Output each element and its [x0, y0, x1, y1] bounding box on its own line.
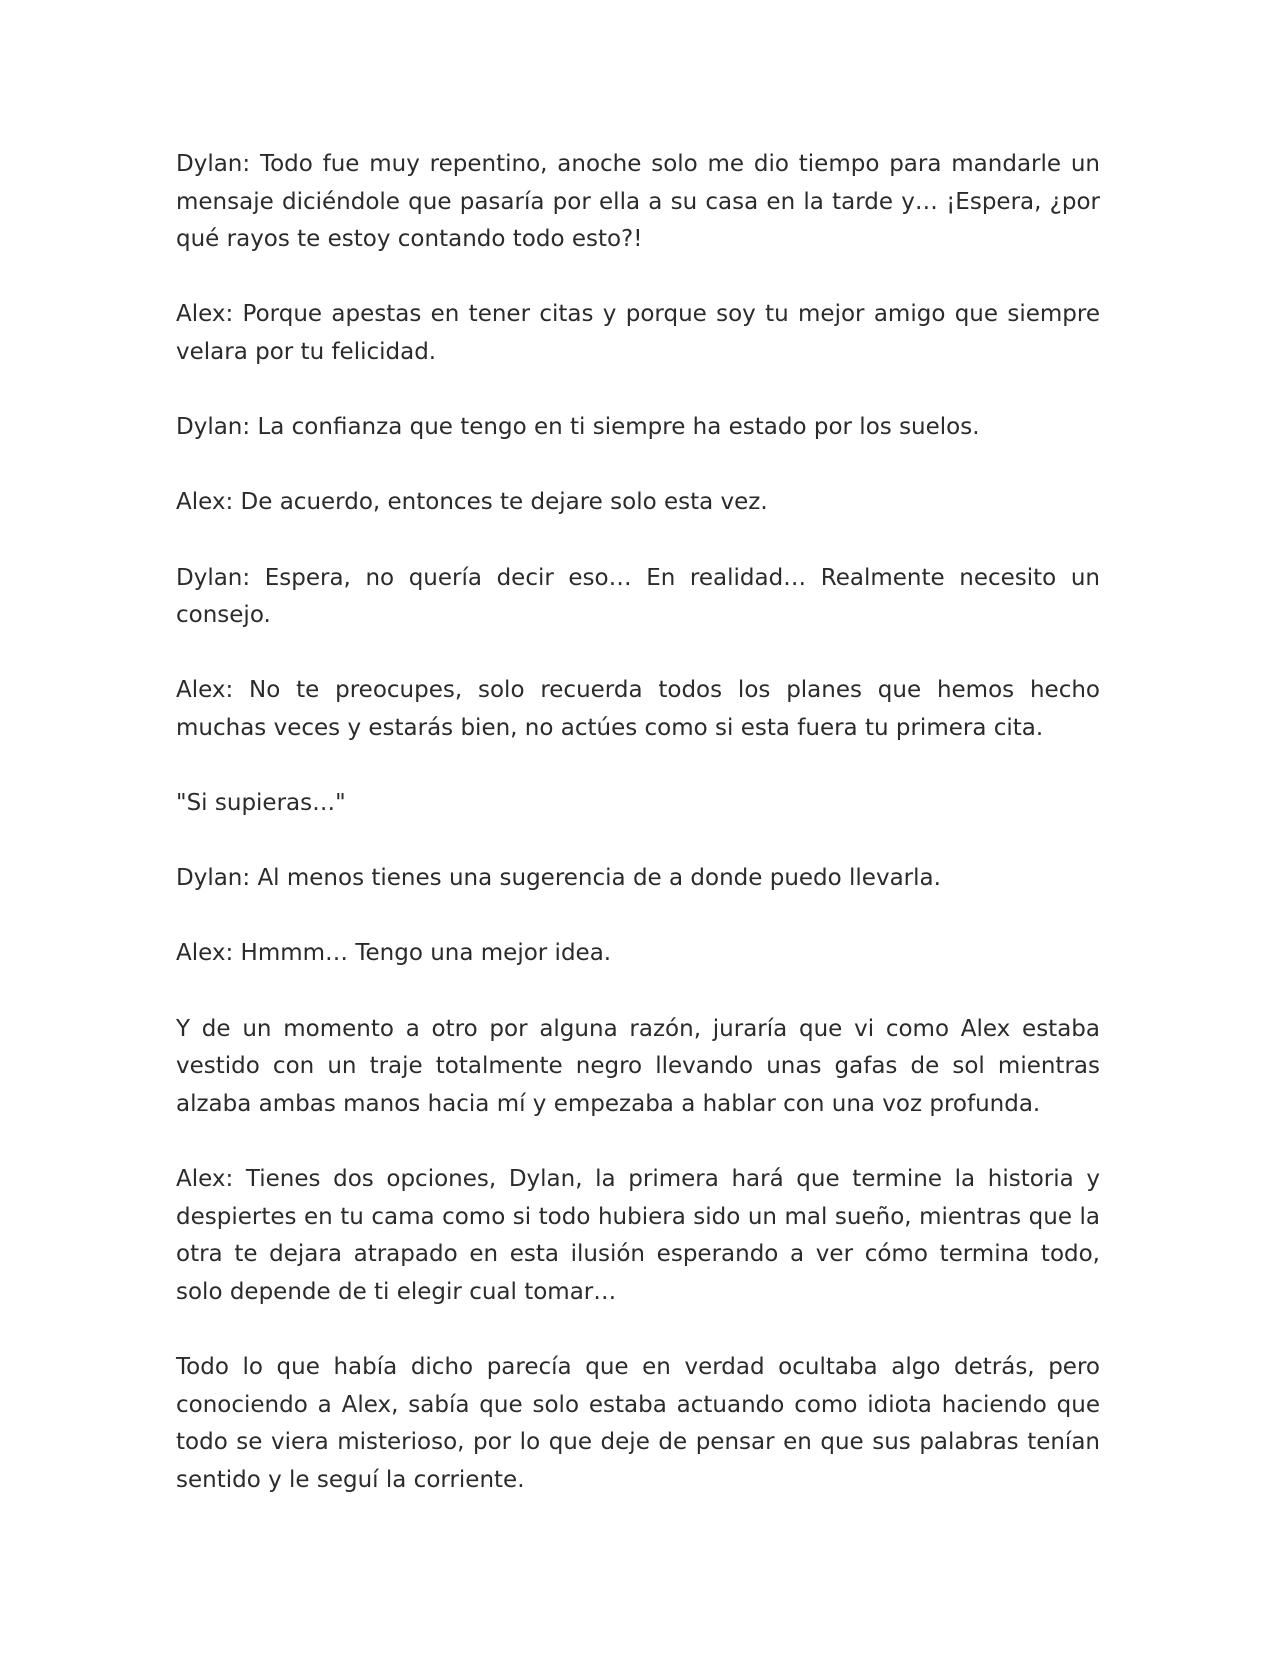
paragraph-1: Dylan: Todo fue muy repentino, anoche solo me dio tiempo para mandarle un mensaje diciéndole que pasaría por ella a su casa en la tarde y… ¡Espera, ¿por qué rayos te estoy contando todo esto?!: [176, 151, 1100, 253]
paragraph-12: Todo lo que había dicho parecía que en verdad ocultaba algo detrás, pero conociendo a Alex, sabía que solo estaba actuando como idiota haciendo que todo se viera misterioso, por lo que deje de pensar en que sus palabras tenían sentido y le seguí la corriente.: [176, 1354, 1100, 1493]
paragraph-8: Dylan: Al menos tienes una sugerencia de a donde puedo llevarla.: [176, 865, 941, 892]
paragraph-4: Alex: De acuerdo, entonces te dejare solo esta vez.: [176, 489, 768, 516]
paragraph-7: "Si supieras…": [176, 790, 346, 817]
paragraph-9: Alex: Hmmm… Tengo una mejor idea.: [176, 940, 612, 967]
paragraph-6: Alex: No te preocupes, solo recuerda todos los planes que hemos hecho muchas veces y estarás bien, no actúes como si esta fuera tu primera cita.: [176, 677, 1100, 741]
paragraph-3: Dylan: La confianza que tengo en ti siempre ha estado por los suelos.: [176, 414, 980, 441]
paragraph-11: Alex: Tienes dos opciones, Dylan, la primera hará que termine la historia y despiertes en tu cama como si todo hubiera sido un mal sueño, mientras que la otra te dejara atrapado en esta ilusión esperando a ver cómo termina todo, solo depende de ti elegir cual tomar…: [176, 1166, 1100, 1305]
paragraph-2: Alex: Porque apestas en tener citas y porque soy tu mejor amigo que siempre velara por tu felicidad.: [176, 301, 1100, 365]
document-body: [176, 146, 1100, 1499]
paragraph-10: Y de un momento a otro por alguna razón, juraría que vi como Alex estaba vestido con un traje totalmente negro llevando unas gafas de sol mientras alzaba ambas manos hacia mí y empezaba a hablar con una voz profunda.: [176, 1015, 1100, 1117]
paragraph-5: Dylan: Espera, no quería decir eso… En realidad… Realmente necesito un consejo.: [176, 564, 1100, 629]
